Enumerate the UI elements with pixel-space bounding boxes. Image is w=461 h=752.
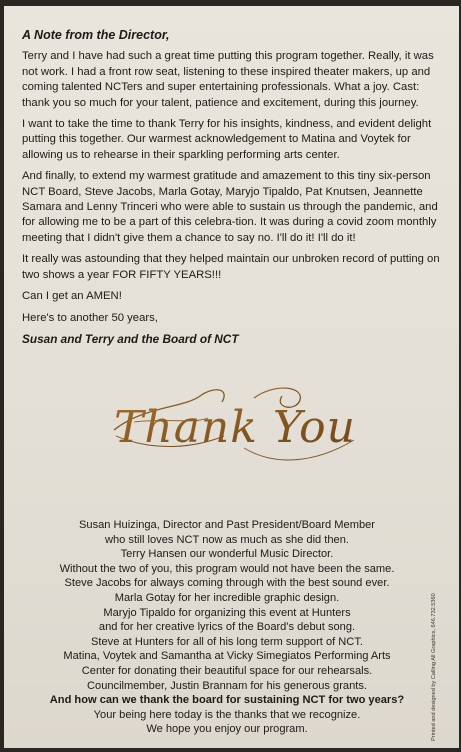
thanks-line: Susan Huizinga, Director and Past President/Board Member <box>79 519 375 531</box>
note-paragraph: It really was astounding that they helped maintain our unbroken record of putting on two shows a year FOR FIFTY YEARS!!! <box>22 253 440 281</box>
thanks-line: Steve at Hunters for all of his long term support of NCT. <box>91 635 363 648</box>
note-paragraph: Can I get an AMEN! <box>22 290 122 303</box>
thanks-line: Maryjo Tipaldo for organizing this event at Hunters <box>103 606 351 619</box>
thanks-line: Steve Jacobs for always coming through with the best sound ever. <box>64 577 390 590</box>
thanks-list <box>12 518 442 737</box>
thanks-line: Matina, Voytek and Samantha at Vicky Simegiatos Performing Arts <box>63 650 391 663</box>
thanks-line: Councilmember, Justin Brannam for his generous grants. <box>87 679 367 692</box>
program-page <box>4 6 459 748</box>
note-paragraph: I want to take the time to thank Terry for his insights, kindness, and evident delight putting this together. Our warmest acknowledgement to Matina and Voytek for allowing us to rehearse in their sparkling performing arts center. <box>22 118 432 161</box>
thanks-line: Center for donating their beautiful space for our rehearsals. <box>81 664 373 677</box>
thanks-line: Marla Gotay for her incredible graphic design. <box>114 591 340 604</box>
thank-you-script-text: Thank You <box>114 402 356 453</box>
closing-line: We hope you enjoy our program. <box>146 723 308 736</box>
thanks-line: and for her creative lyrics of the Board's debut song. <box>98 621 356 634</box>
director-note <box>22 28 442 353</box>
thank-you-script-art <box>104 378 366 478</box>
closing-line: Your being here today is the thanks that we recognize. <box>93 708 361 721</box>
thanks-bold-line: And how can we thank the board for sustaining NCT for two years? <box>49 694 405 707</box>
thanks-line: Terry Hansen our wonderful Music Director. <box>120 548 334 561</box>
note-paragraph: Here's to another 50 years, <box>22 311 158 324</box>
thanks-line: Without the two of you, this program would not have been the same. <box>59 562 395 575</box>
note-paragraph: And finally, to extend my warmest gratitude and amazement to this tiny six-person NCT Board, Steve Jacobs, Marla Gotay, Maryjo Tipaldo, Pat Knutsen, Jeannette Samara and Lenny Trinceri who were able to sustain us through the pandemic, and for allowing me to be a part of this celebra-tion. It was during a covid zoom monthly meeting that I didn't give them a chance to say no. I'll do it! I'll do it! <box>22 170 438 244</box>
note-paragraph: Terry and I have had such a great time putting this program together. Really, it was not work. I had a front row seat, listening to these inspired theater makers, up and coming talented NCTers and super entertaining professionals. What a joy. Cast: thank you so much for your talent, patience and excitement, during this journey. <box>22 50 434 109</box>
printed-credit: Printed and designed by Calling All Graphics, 646.732.5360 <box>431 593 437 741</box>
note-signoff: Susan and Terry and the Board of NCT <box>22 331 239 346</box>
thanks-line: who still loves NCT now as much as she did then. <box>105 533 349 546</box>
note-heading: A Note from the Director, <box>22 28 170 42</box>
